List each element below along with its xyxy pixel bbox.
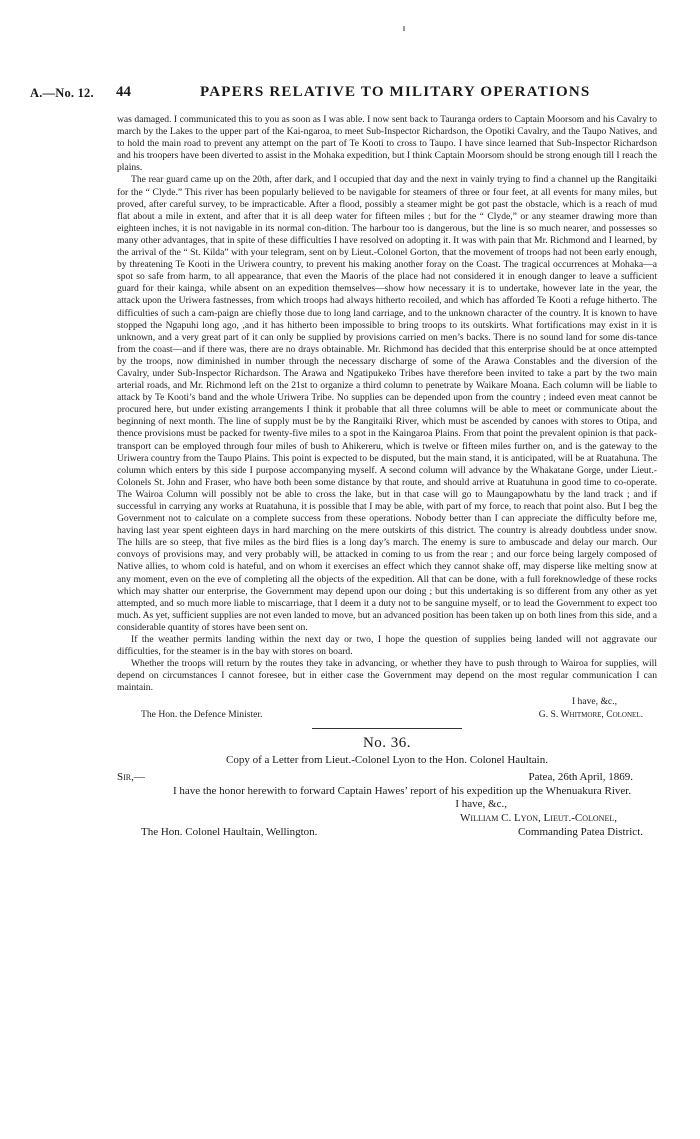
body-text xyxy=(117,114,657,840)
letter-addressee: The Hon. Colonel Haultain, Wellington. xyxy=(141,826,318,838)
letter-36 xyxy=(117,734,657,841)
closing-line xyxy=(117,696,657,709)
closing: I have, &c., xyxy=(571,695,617,707)
letter-role: Commanding Patea District. xyxy=(518,826,643,838)
letter-body: I have the honor herewith to forward Captain Hawes’ report of his expedition up the Whenuakura River. xyxy=(173,784,632,797)
salutation: Sir,— xyxy=(117,770,145,783)
page-header xyxy=(30,84,660,104)
letter-signature: William C. Lyon, Lieut.-Colonel, xyxy=(460,812,617,824)
letter-signature-row xyxy=(117,812,657,826)
signature: G. S. Whitmore, Colonel. xyxy=(538,708,643,720)
letter-caption: Copy of a Letter from Lieut.-Colonel Lyon to the Hon. Colonel Haultain. xyxy=(226,754,548,766)
signature-row xyxy=(117,709,657,722)
paragraph: Whether the troops will return by the routes they take in advancing, or whether they have to push through to Wairoa for supplies, will depend on circumstances I cannot foresee, but in either case the Government may depend on the most regular communication I can maintain. xyxy=(117,658,657,694)
salutation-row xyxy=(117,771,657,785)
scan-mark xyxy=(403,26,405,31)
place-date: Patea, 26th April, 1869. xyxy=(528,770,633,783)
document-id: A.—No. 12. xyxy=(30,86,94,100)
addressee: The Hon. the Defence Minister. xyxy=(141,708,263,720)
section-divider xyxy=(312,728,462,729)
paragraph: was damaged. I communicated this to you as soon as I was able. I now sent back to Tauranga orders to Captain Moorsom and his Cavalry to march by the Lakes to the upper part of the Kai-ngaroa, to meet Sub-Inspector Richardson, the Opotiki Cavalry, and the Taupo Natives, and to hold the main road to prevent any attempt on the part of Te Kooti to cross to Taupo. I have since learned that Sub-Inspector Richardson and his troopers have been diverted to assist in the Mohaka expedition, but I think Captain Moorsom should be strong enough till I reach the plains. xyxy=(117,114,657,174)
letter-number: No. 36. xyxy=(362,734,412,751)
page-number: 44 xyxy=(116,84,131,100)
letter-closing: I have, &c., xyxy=(455,798,507,810)
paragraph: If the weather permits landing within the next day or two, I hope the question of supplies being landed will not aggravate our difficulties, for the steamer is in the bay with stores on board. xyxy=(117,634,657,658)
running-title: PAPERS RELATIVE TO MILITARY OPERATIONS xyxy=(200,84,591,100)
letter-addressee-row xyxy=(117,826,657,840)
paragraph: The rear guard came up on the 20th, after dark, and I occupied that day and the next in vainly trying to find a channel up the Rangitaiki for the “ Clyde.” This river has been popularly believed to be navigable for steamers of three or four feet, at all events for many miles, but proved, after careful survey, to be impracticable. After a flood, possibly a steamer might be got past the obstacle, which is a reach of mud flat about a mile in extent, and after that it is all deep water for fifteen miles ; but for the “ Clyde,” or any steamer drawing more than eighteen inches, it is not navigable in its normal con-dition. The harbour too is dangerous, but the line is so much nearer, and possesses so many other advantages, that in spite of these difficulties I have resolved on adopting it. It was with pain that Mr. Richmond and I learned, by the arrival of the “ St. Kilda” with your telegram, sent on by Lieut.-Colonel Gorton, that the movement of troops had not been early enough, by threatening Te Kooti in the Uriwera country, to prevent his making another foray on the Coast. The tragical occurrences at Mohaka—a spot so safe from harm, to all appearance, that even the Maoris of the place had not considered it in enough danger to leave a sufficient guard for their kainga, while absent on an expedition themselves—show how necessary it is to undertake, however late in the year, the attack upon the Uriwera fastnesses, from which troops had always hitherto recoiled, and which has afforded Te Kooti a refuge hitherto. The difficulties of such a cam-paign are chiefly those due to long land carriage, and to the unknown character of the country. It is known to have stopped the Ngapuhi long ago, ,and it has hitherto been impossible to bring troops to its outskirts. What fortifications may exist in it is unknown, and a very great part of it can only be supplied by provisions carried on men’s backs. There is no sound land for some dis-tance from the coast—and if there was, there are no drays obtainable. Mr. Richmond has decided that this enterprise should be at once attempted by the troops, now diminished in number through the necessary discharge of some of the Arawa Constables and the diversion of the Cavalry, under Sub-Inspector Richardson. The Arawa and Ngatipukeko Tribes have therefore been invited to take a part by the two main arterial roads, and Mr. Richmond left on the 21st to organize a third column to penetrate by Waikare Moana. Each column will be liable to attack by Te Kooti’s band and the whole Uriwera Tribe. No supplies can be depended upon from the country ; indeed even meat cannot be procured here, but under existing arrangements I think it probable that all three columns will be able to meet or communicate about the beginning of next month. The line of supply must be by the Rangitaiki River, which must be ascended by canoes with stores to Otipa, and thence provisions must be packed for twenty-five miles to a spot in the Kaingaroa Plains. From that point the prevalent opinion is that pack-transport can be employed through four miles of bush to Ahikereru, which is twelve or fifteen miles further on, and is the gateway to the Uriwera country from the Taupo Plains. This point is expected to be disputed, but the main stand, it is anticipated, will be at Ruatahuna. The column which enters by this side I purpose accompanying myself. A second column will advance by the Whakatane Gorge, under Lieut.-Colonels St. John and Fraser, who have both been some distance by that route, and should arrive at Ruatuhuna in good time to co-operate. The Wairoa Column will possibly not be able to cross the lake, but in that case will go to Maungapowhatu by the land track ; and if successful in carrying any works at Ruatahuna, it is possible that I may be able, with part of my force, to reach that point also. But I beg the Government not to calculate on a complete success from these operations. Nobody better than I can appreciate the difficulty before me, having last year spent eighteen days in hard marching on the mere outskirts of this district. The country is already doubtless under snow. The hills are so steep, that five miles as the bird flies is a long day’s march. The enemy is sure to ambuscade and delay our march. Our convoys of provisions may, and very probably will, be attacked in coming to us from the rear ; and our force being largely composed of Native allies, to whom cold is hateful, and on whom it exercises an effect which they cannot shake off, may disperse like melting snow at any moment, even on the eve of completing all the objects of the expedition. All that can be done, with a full foreknowledge of these rocks which may shatter our enterprise, the Government may depend upon our doing ; but this undertaking is so different from any other as yet attempted, and so much more liable to miscarriage, that I deem it a duty not to be sanguine myself, or to lead the Government to expect too much. As yet, sufficient supplies are not even landed to move, but an advanced position has been taken up on both lines from this side, and a considerable quantity of stores have been sent on. xyxy=(117,174,657,633)
letter-closing-row xyxy=(117,798,657,812)
